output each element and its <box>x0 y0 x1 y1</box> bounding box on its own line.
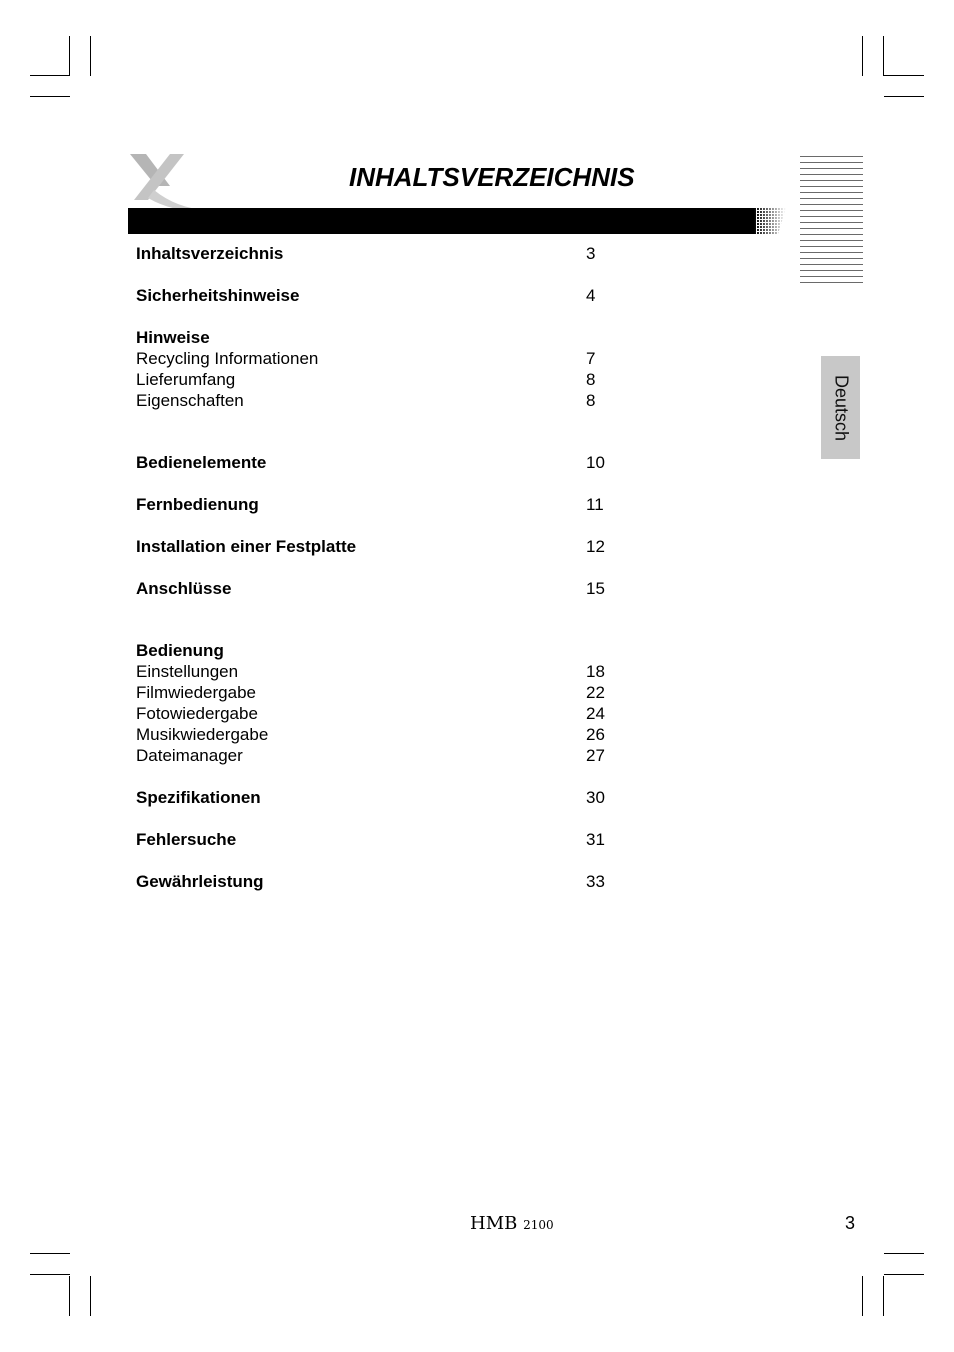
language-tab-label: Deutsch <box>831 374 851 441</box>
toc-entry-label: Musikwiedergabe <box>136 725 269 744</box>
toc-entry[interactable] <box>136 390 636 411</box>
toc-entry-page: 3 <box>586 244 596 263</box>
toc-entry-label: Bedienung <box>136 641 224 660</box>
toc-entry[interactable] <box>136 536 636 557</box>
toc-entry-label: Bedienelemente <box>136 453 267 472</box>
toc-entry-label: Dateimanager <box>136 746 243 765</box>
toc-entry-page: 10 <box>586 453 605 472</box>
page-title: INHALTSVERZEICHNIS <box>349 162 635 192</box>
model-number: 2100 <box>523 1218 554 1232</box>
crop-mark <box>30 75 70 76</box>
toc-entry-page: 30 <box>586 788 605 807</box>
crop-mark <box>884 96 924 97</box>
title-bar-fade <box>754 208 786 234</box>
toc-entry[interactable] <box>136 452 636 473</box>
toc-entry[interactable] <box>136 578 636 599</box>
page-number: 3 <box>845 1213 856 1233</box>
toc-entry-label: Gewährleistung <box>136 872 264 891</box>
toc-entry[interactable] <box>136 661 636 682</box>
crop-mark <box>69 36 70 76</box>
toc-entry[interactable] <box>136 682 636 703</box>
stripe-pattern-icon <box>800 156 863 286</box>
toc-entry-label: Installation einer Festplatte <box>136 537 357 556</box>
toc-entry-page: 12 <box>586 537 605 556</box>
toc-entry[interactable] <box>136 285 636 306</box>
toc-entry-page: 27 <box>586 746 605 765</box>
crop-mark <box>884 1274 924 1275</box>
crop-mark <box>30 1274 70 1275</box>
toc-entry-page: 33 <box>586 872 605 891</box>
toc-entry[interactable] <box>136 369 636 390</box>
toc-entry-page: 4 <box>586 286 596 305</box>
crop-mark <box>30 1253 70 1254</box>
toc-entry-page: 8 <box>586 391 596 410</box>
crop-mark <box>884 75 924 76</box>
crop-mark <box>883 1276 884 1316</box>
toc-entry[interactable] <box>136 724 636 745</box>
toc-section-heading[interactable] <box>136 640 636 661</box>
toc-entry[interactable] <box>136 871 636 892</box>
toc-entry-page: 15 <box>586 579 605 598</box>
title-bar <box>128 208 756 234</box>
toc-entry-label: Fernbedienung <box>136 495 259 514</box>
crop-mark <box>69 1276 70 1316</box>
toc-entry-label: Inhaltsverzeichnis <box>136 244 284 263</box>
toc-entry[interactable] <box>136 745 636 766</box>
toc-entry-label: Spezifikationen <box>136 788 261 807</box>
crop-mark <box>883 36 884 76</box>
toc-entry-label: Fehlersuche <box>136 830 237 849</box>
toc-entry-page: 26 <box>586 725 605 744</box>
toc-entry-page: 31 <box>586 830 605 849</box>
crop-mark <box>90 1276 91 1316</box>
toc-entry-label: Filmwiedergabe <box>136 683 256 702</box>
toc-entry[interactable] <box>136 703 636 724</box>
toc-entry-label: Hinweise <box>136 328 210 347</box>
toc-entry-label: Anschlüsse <box>136 579 232 598</box>
toc-entry[interactable] <box>136 494 636 515</box>
x-logo-icon <box>126 150 206 212</box>
toc-entry-label: Fotowiedergabe <box>136 704 258 723</box>
toc-entry-label: Lieferumfang <box>136 370 236 389</box>
toc-entry-page: 11 <box>586 495 604 514</box>
crop-mark <box>884 1253 924 1254</box>
toc-entry-label: Einstellungen <box>136 662 239 681</box>
crop-mark <box>90 36 91 76</box>
toc-entry-label: Sicherheitshinweise <box>136 286 300 305</box>
toc-entry-label: Eigenschaften <box>136 391 244 410</box>
crop-mark <box>862 1276 863 1316</box>
crop-mark <box>30 96 70 97</box>
toc-entry[interactable] <box>136 787 636 808</box>
toc-section-heading[interactable] <box>136 327 636 348</box>
toc-entry-label: Recycling Informationen <box>136 349 319 368</box>
toc-entry-page: 7 <box>586 349 596 368</box>
language-tab[interactable] <box>821 356 860 459</box>
toc-entry[interactable] <box>136 829 636 850</box>
footer-model-name <box>470 1213 554 1234</box>
toc-entry[interactable] <box>136 243 636 264</box>
toc-entry[interactable] <box>136 348 636 369</box>
toc-entry-page: 18 <box>586 662 605 681</box>
model-name: HMB <box>470 1213 518 1234</box>
toc-entry-page: 22 <box>586 683 605 702</box>
toc-entry-page: 8 <box>586 370 596 389</box>
toc-entry-page: 24 <box>586 704 605 723</box>
table-of-contents <box>136 243 636 892</box>
crop-mark <box>862 36 863 76</box>
